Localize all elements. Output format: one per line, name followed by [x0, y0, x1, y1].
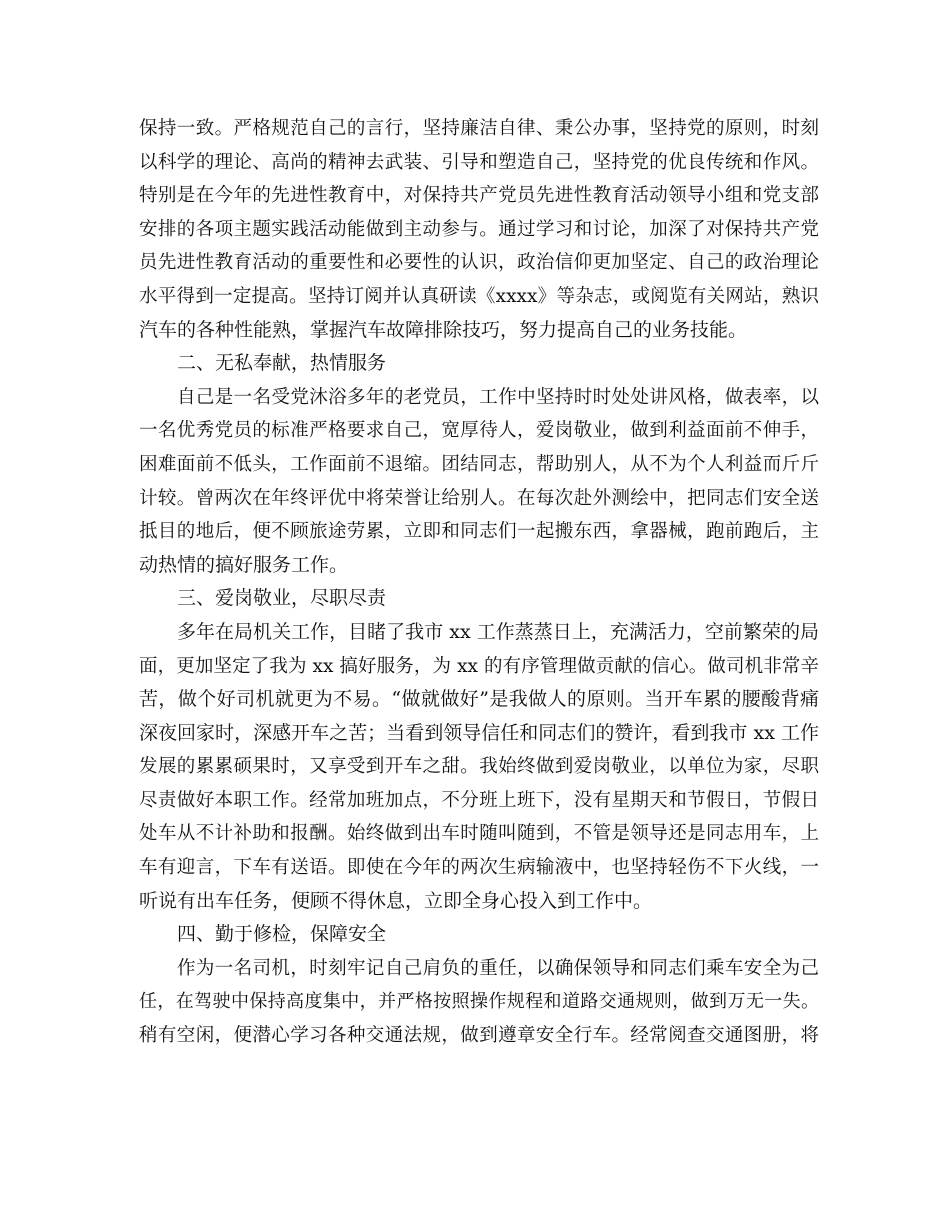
- text-line: 保持一致。严格规范自己的言行，坚持廉洁自律、秉公办事，坚持党的原则，时刻: [139, 118, 819, 139]
- text-line: 特别是在今年的先进性教育中，对保持共产党员先进性教育活动领导小组和党支部: [139, 185, 819, 207]
- document-body: [139, 112, 819, 1053]
- text-line: 车有迎言，下车有送语。即使在今年的两次生病输液中，也坚持轻伤不下火线，一: [139, 857, 819, 879]
- text-line: 三、爱岗敬业，尽职尽责: [177, 587, 387, 610]
- text-line: 任，在驾驶中保持高度集中，并严格按照操作规程和道路交通规则，做到万无一失。: [139, 991, 819, 1013]
- text-line: 安排的各项主题实践活动能做到主动参与。通过学习和讨论，加深了对保持共产党: [139, 218, 819, 240]
- text-line: 一名优秀党员的标准严格要求自己，宽厚待人，爱岗敬业，做到利益面前不伸手，: [139, 420, 819, 442]
- text-line: 水平得到一定提高。坚持订阅并认真研读《xxxx》等杂志，或阅览有关网站，熟识: [139, 285, 819, 307]
- text-line: 计较。曾两次在年终评优中将荣誉让给别人。在每次赴外测绘中，把同志们安全送: [139, 487, 819, 509]
- text-line: 自己是一名受党沐浴多年的老党员，工作中坚持时时处处讲风格，做表率，以: [177, 386, 819, 408]
- text-line: 深夜回家时，深感开车之苦；当看到领导信任和同志们的赞许，看到我市 xx 工作: [139, 721, 819, 744]
- text-line: 以科学的理论、高尚的精神去武装、引导和塑造自己，坚持党的优良传统和作风。: [139, 151, 819, 173]
- text-line: 动热情的搞好服务工作。: [139, 553, 349, 576]
- text-line: 四、勤于修检，保障安全: [177, 923, 387, 946]
- text-line: 发展的累累硕果时，又享受到开车之甜。我始终做到爱岗敬业，以单位为家，尽职: [139, 756, 819, 778]
- text-line: 稍有空闲，便潜心学习各种交通法规，做到遵章安全行车。经常阅查交通图册，将: [139, 1025, 819, 1047]
- text-line: 困难面前不低头，工作面前不退缩。团结同志，帮助别人，从不为个人利益而斤斤: [139, 453, 819, 475]
- text-line: 抵目的地后，便不顾旅途劳累，立即和同志们一起搬东西，拿器械，跑前跑后，主: [139, 521, 819, 543]
- text-line: 苦，做个好司机就更为不易。“做就做好”是我做人的原则。当开车累的腰酸背痛: [139, 688, 819, 711]
- text-line: 面，更加坚定了我为 xx 搞好服务，为 xx 的有序管理做贡献的信心。做司机非常辛: [139, 655, 819, 677]
- text-line: 听说有出车任务，便顾不得休息，立即全身心投入到工作中。: [139, 889, 653, 912]
- text-line: 汽车的各种性能熟，掌握汽车故障排除技巧，努力提高自己的业务技能。: [139, 318, 748, 341]
- text-line: 多年在局机关工作，目睹了我市 xx 工作蒸蒸日上，充满活力，空前繁荣的局: [177, 620, 819, 643]
- text-line: 作为一名司机，时刻牢记自己肩负的重任，以确保领导和同志们乘车安全为己: [177, 957, 819, 979]
- text-line: 员先进性教育活动的重要性和必要性的认识，政治信仰更加坚定、自己的政治理论: [139, 252, 819, 274]
- text-line: 尽责做好本职工作。经常加班加点，不分班上班下，没有星期天和节假日，节假日: [139, 789, 819, 811]
- text-line: 二、无私奉献，热情服务: [177, 352, 387, 375]
- text-line: 处车从不计补助和报酬。始终做到出车时随叫随到，不管是领导还是同志用车，上: [139, 823, 819, 845]
